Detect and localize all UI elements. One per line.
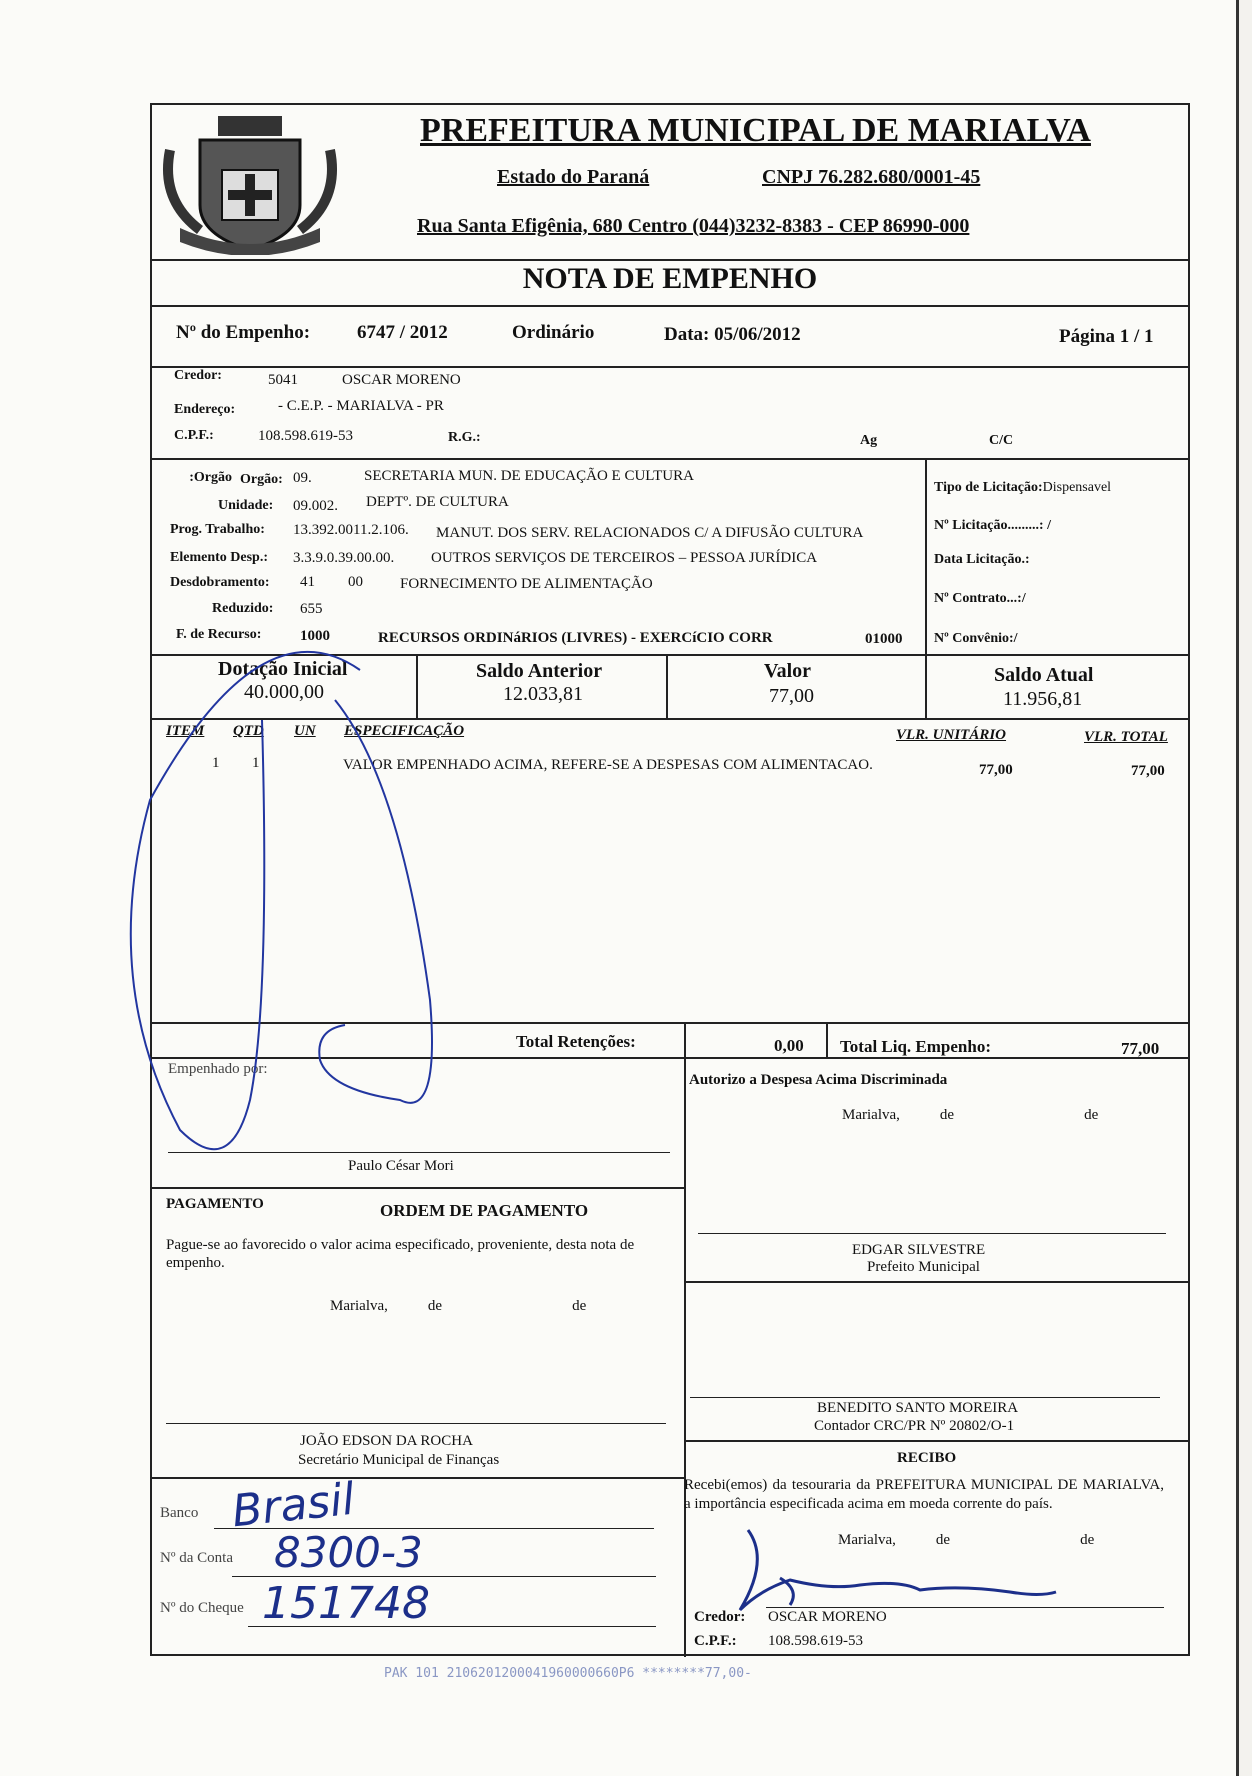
autorizo-label: Autorizo a Despesa Acima Discriminada [689,1072,948,1088]
saldo-atual-value: 11.956,81 [1003,688,1083,710]
reduzido-value: 655 [300,601,323,617]
valor-label: Valor [764,660,812,682]
desdobramento-code: 41 [300,574,315,590]
valor-value: 77,00 [769,685,814,707]
saldo-atual-label: Saldo Atual [994,664,1094,686]
pagamento-date-line: Marialva, de de [330,1298,587,1314]
cc-label: C/C [989,433,1014,448]
orgao-label-text: Orgão: [240,472,283,487]
n-convenio: Nº Convênio:/ [934,631,1018,646]
conta-label: Nº da Conta [160,1550,233,1566]
orgao-name: SECRETARIA MUN. DE EDUCAÇÃO E CULTURA [364,468,694,484]
address-line: Rua Santa Efigênia, 680 Centro (044)3232-8383 - CEP 86990-000 [417,215,970,237]
ag-label: Ag [860,433,878,448]
recibo-title: RECIBO [897,1450,957,1466]
saldo-anterior-label: Saldo Anterior [476,660,603,682]
orgao-code: 09. [293,470,312,486]
cheque-label: Nº do Cheque [160,1600,244,1616]
cheque-handwritten: 151748 [262,1578,430,1629]
data-licitacao: Data Licitação.: [934,552,1030,567]
empenhado-por-name: Paulo César Mori [348,1158,454,1174]
total-retencoes-label: Total Retenções: [516,1032,636,1051]
desdobramento-name: FORNECIMENTO DE ALIMENTAÇÃO [400,576,653,592]
empenho-number: 6747 / 2012 [357,322,448,343]
recurso-code: 1000 [300,628,330,644]
recurso-label: F. de Recurso: [176,627,262,642]
col-vlr-total: VLR. TOTAL [1084,729,1168,745]
unidade-label: Unidade: [218,498,274,513]
endereco-value: - C.E.P. - MARIALVA - PR [278,398,444,414]
unidade-code: 09.002. [293,498,338,514]
elemento-label: Elemento Desp.: [170,550,268,565]
secretario-title: Secretário Municipal de Finanças [298,1452,500,1468]
contador-title: Contador CRC/PR Nº 20802/O-1 [814,1418,1015,1434]
col-vlr-unitario: VLR. UNITÁRIO [896,727,1007,743]
recibo-cpf-label: C.P.F.: [694,1633,737,1649]
prefeito-title: Prefeito Municipal [867,1259,980,1275]
recibo-credor-label: Credor: [694,1609,746,1625]
dotacao-inicial-label: Dotação Inicial [218,658,348,680]
col-un: UN [294,723,316,739]
empenho-number-label: Nº do Empenho: [176,322,311,343]
desdobramento-sub: 00 [348,574,363,590]
document-title: NOTA DE EMPENHO [522,262,818,295]
unidade-name: DEPTº. DE CULTURA [366,494,509,510]
recibo-text: Recebi(emos) da tesouraria da PREFEITURA MUNICIPAL DE MARIALVA, a importância especificada acima em moeda corrente do país. [684,1477,1164,1512]
total-retencoes-value: 0,00 [774,1036,804,1055]
autorizo-date-line: Marialva, de de [842,1107,1099,1123]
col-qtd: QTD [233,723,264,739]
reduzido-label: Reduzido: [212,601,274,616]
prog-name: MANUT. DOS SERV. RELACIONADOS C/ A DIFUSÃO CULTURA [436,525,864,541]
item-number: 1 [212,755,220,771]
n-licitacao: Nº Licitação.........: / [934,518,1051,533]
item-description: VALOR EMPENHADO ACIMA, REFERE-SE A DESPESAS COM ALIMENTACAO. [343,757,873,773]
empenho-type: Ordinário [512,322,595,343]
prefeito-name: EDGAR SILVESTRE [852,1242,986,1258]
secretario-name: JOÃO EDSON DA ROCHA [300,1433,473,1449]
pagamento-text: Pague-se ao favorecido o valor acima especificado, proveniente, desta nota de empenho. [166,1237,635,1271]
recurso-num: 01000 [865,631,903,647]
cpf-label: C.P.F.: [174,428,214,443]
empenhado-por-label: Empenhado por: [168,1061,268,1077]
prog-label: Prog. Trabalho: [170,522,265,537]
banco-label: Banco [160,1505,199,1521]
n-contrato: Nº Contrato...:/ [934,591,1026,606]
bank-print-code: PAK 101 2106201200041960000660P6 ********77,00- [384,1666,752,1681]
tipo-licitacao: Tipo de Licitação:Dispensavel [934,480,1112,495]
total-liq-label: Total Liq. Empenho: [840,1037,991,1056]
dotacao-inicial-value: 40.000,00 [244,681,324,703]
contador-name: BENEDITO SANTO MOREIRA [817,1400,1019,1416]
item-qtd: 1 [252,755,260,771]
total-liq-value: 77,00 [1121,1039,1160,1058]
municipality-title: PREFEITURA MUNICIPAL DE MARIALVA [420,112,1091,149]
recibo-cpf-value: 108.598.619-53 [768,1633,863,1649]
prog-code: 13.392.0011.2.106. [293,522,409,538]
credor-label: Credor: [174,368,222,383]
pagamento-label: PAGAMENTO [166,1196,264,1212]
recibo-credor-name: OSCAR MORENO [768,1609,887,1625]
endereco-label: Endereço: [174,402,236,417]
ordem-pagamento-title: ORDEM DE PAGAMENTO [380,1201,589,1220]
state-label: Estado do Paraná [497,166,650,188]
desdobramento-label: Desdobramento: [170,575,270,590]
recurso-name: RECURSOS ORDINáRIOS (LIVRES) - EXERCíCIO CORR [378,630,773,646]
cpf-value: 108.598.619-53 [258,428,353,444]
credor-code: 5041 [268,372,298,388]
cnpj-label: CNPJ 76.282.680/0001-45 [762,166,981,188]
recibo-date-line: Marialva, de de [838,1532,1095,1548]
elemento-code: 3.3.9.0.39.00.00. [293,550,395,566]
credor-name: OSCAR MORENO [342,372,461,388]
elemento-name: OUTROS SERVIÇOS DE TERCEIROS – PESSOA JURÍDICA [431,550,818,566]
banco-handwritten: Brasil [229,1473,357,1538]
conta-handwritten: 8300-3 [274,1528,423,1577]
item-vlr-unitario: 77,00 [979,762,1013,778]
rg-label: R.G.: [448,430,481,445]
col-especificacao: ESPECIFICAÇÃO [344,723,465,739]
empenho-date: Data: 05/06/2012 [664,324,801,345]
col-item: ITEM [166,723,205,739]
page-indicator: Página 1 / 1 [1059,326,1154,347]
item-vlr-total: 77,00 [1131,763,1165,779]
saldo-anterior-value: 12.033,81 [503,683,583,705]
